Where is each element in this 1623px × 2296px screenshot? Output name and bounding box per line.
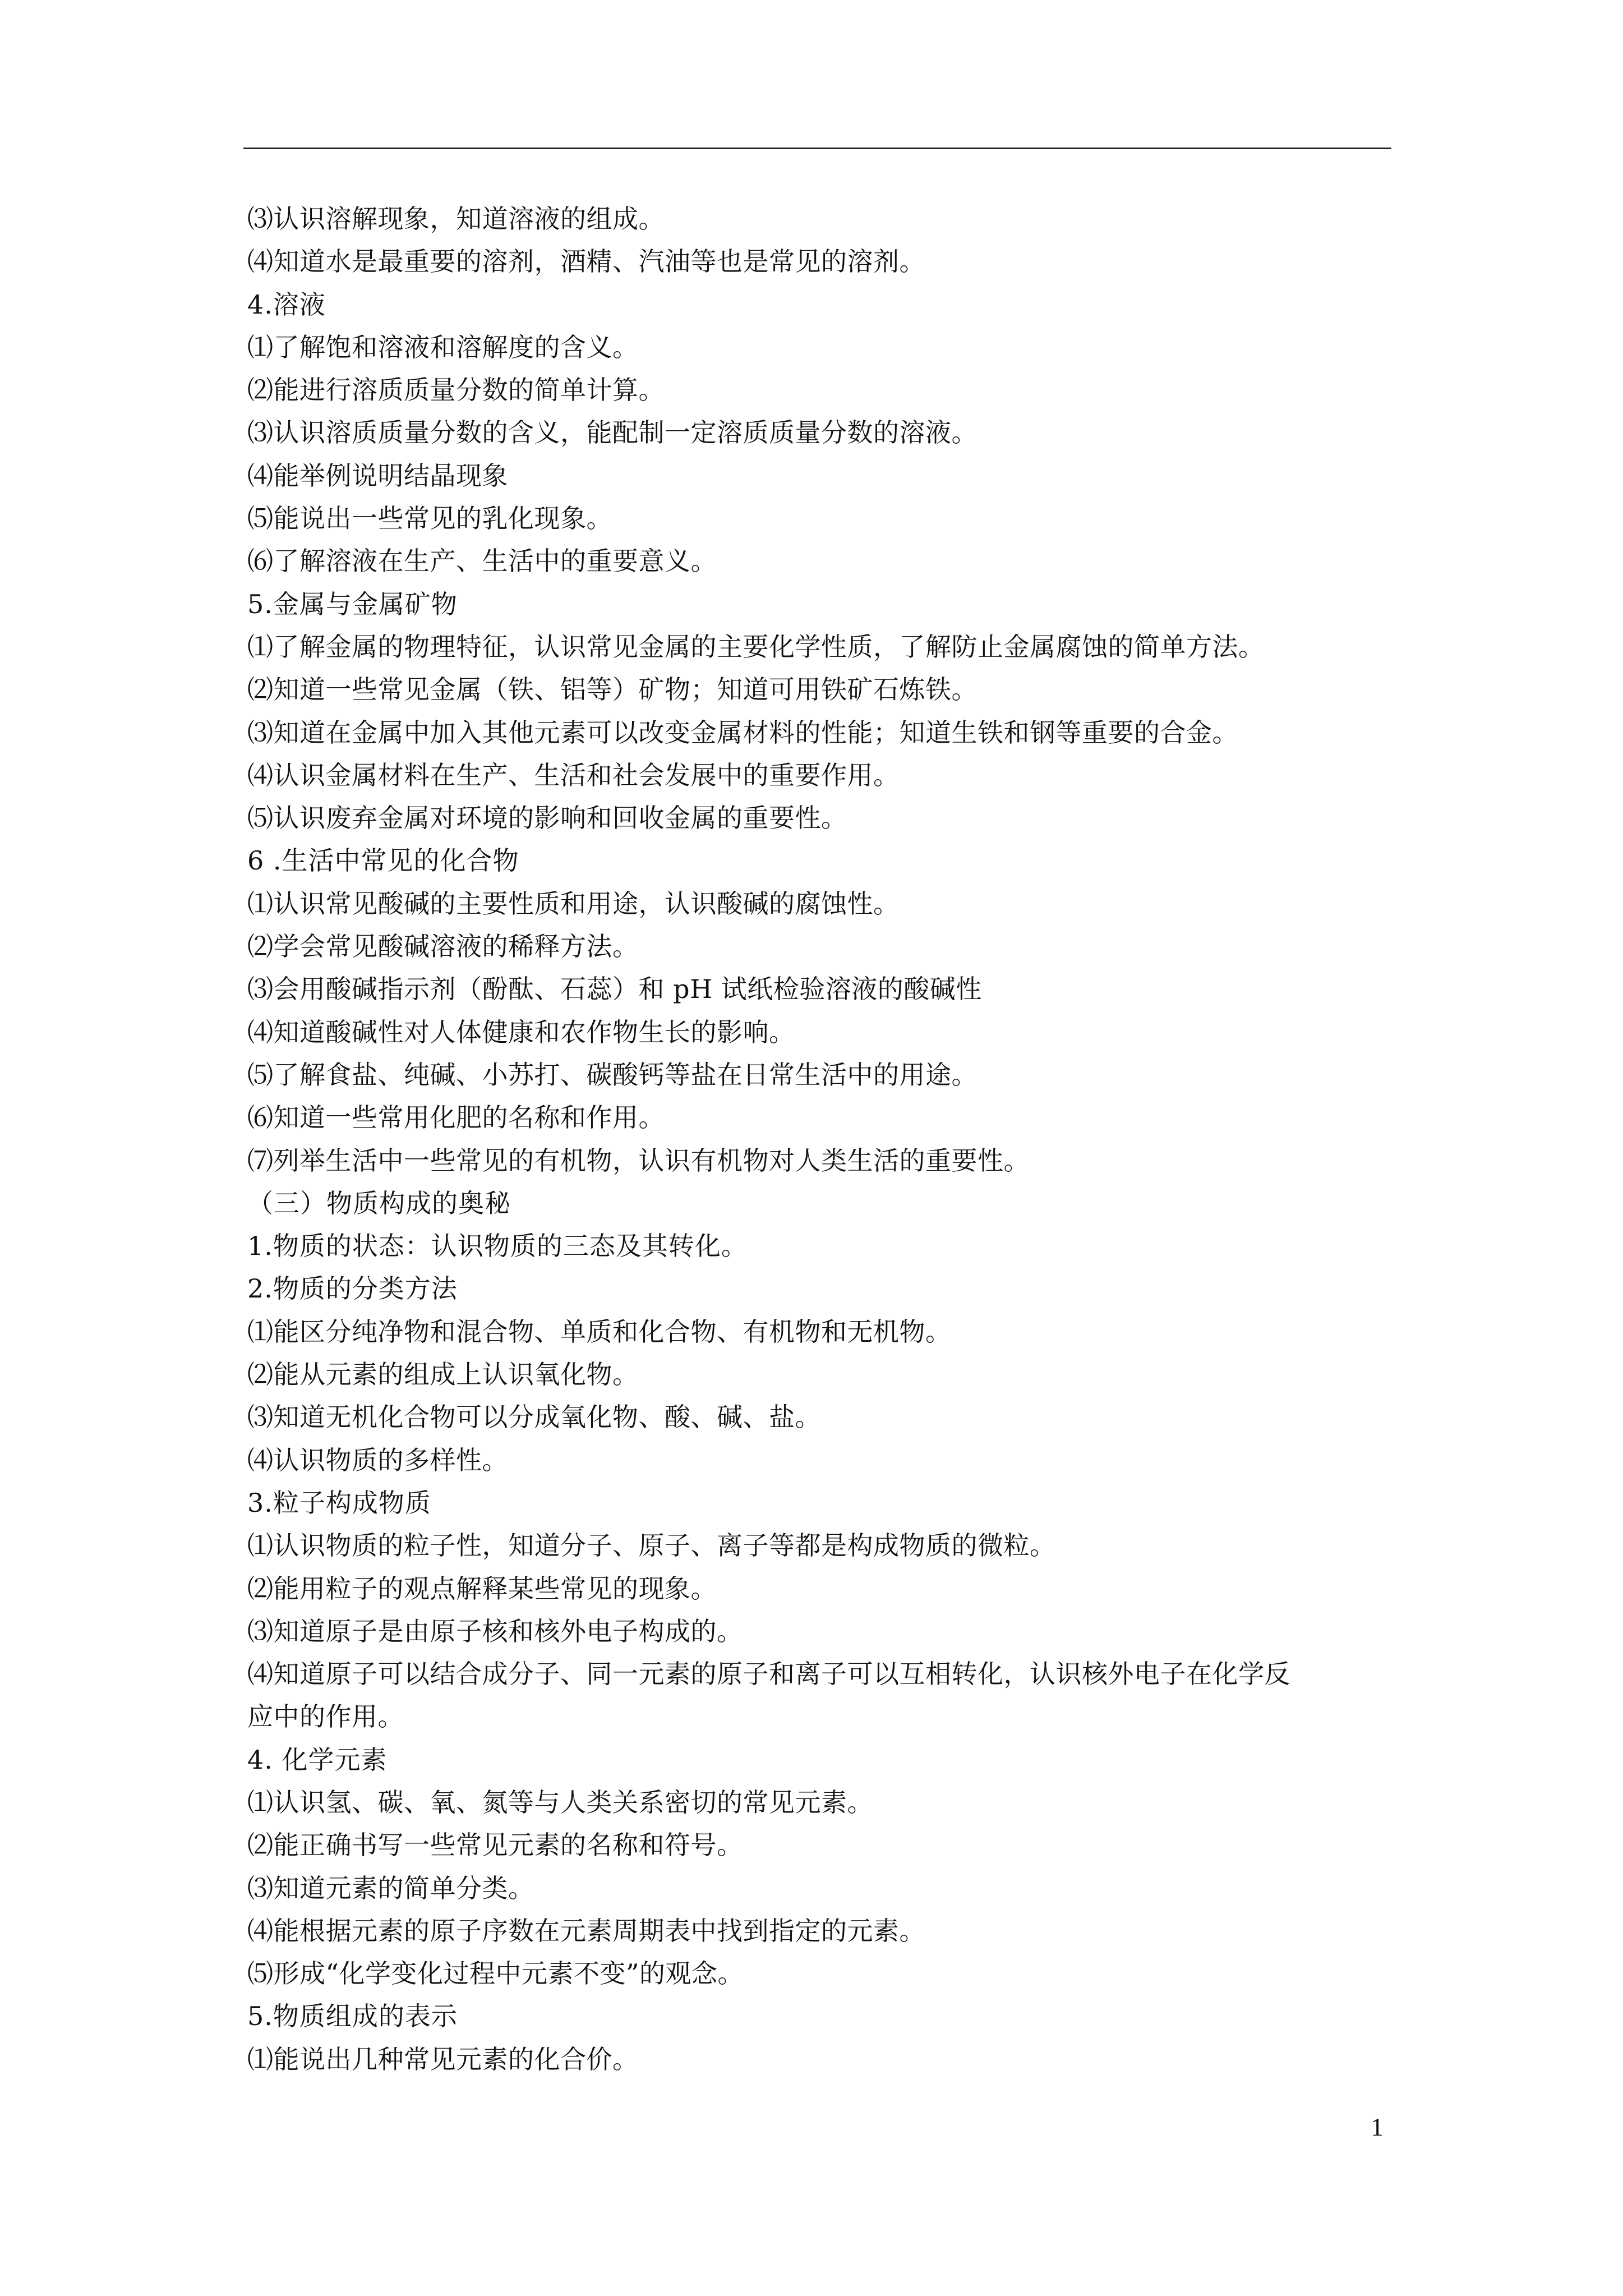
text-line: ⑺列举生活中一些常见的有机物，认识有机物对人类生活的重要性。 xyxy=(247,1145,1030,1176)
text-line: ⑸形成“化学变化过程中元素不变”的观念。 xyxy=(247,1958,744,1989)
text-line: ⑷知道水是最重要的溶剂，酒精、汽油等也是常见的溶剂。 xyxy=(247,246,925,277)
section-heading: 6 .生活中常见的化合物 xyxy=(247,845,519,876)
header-rule xyxy=(243,148,1391,149)
section-heading: 2.物质的分类方法 xyxy=(247,1273,458,1304)
text-line: ⑷知道酸碱性对人体健康和农作物生长的影响。 xyxy=(247,1016,795,1047)
section-heading: 3.粒子构成物质 xyxy=(247,1487,431,1518)
text-line: ⑶会用酸碱指示剂（酚酞、石蕊）和 pH 试纸检验溶液的酸碱性 xyxy=(247,974,982,1005)
text-line: ⑵知道一些常见金属（铁、铝等）矿物；知道可用铁矿石炼铁。 xyxy=(247,674,978,705)
text-line: ⑵能进行溶质质量分数的简单计算。 xyxy=(247,375,665,406)
text-line: ⑴能说出几种常见元素的化合价。 xyxy=(247,2044,639,2074)
text-line: ⑷认识金属材料在生产、生活和社会发展中的重要作用。 xyxy=(247,760,900,790)
text-line: ⑴能区分纯净物和混合物、单质和化合物、有机物和无机物。 xyxy=(247,1316,952,1347)
text-line: ⑵学会常见酸碱溶液的稀释方法。 xyxy=(247,931,639,962)
text-line: ⑴认识常见酸碱的主要性质和用途，认识酸碱的腐蚀性。 xyxy=(247,888,900,919)
section-heading: 5.物质组成的表示 xyxy=(247,2001,458,2032)
text-line: ⑵能正确书写一些常见元素的名称和符号。 xyxy=(247,1830,743,1861)
text-line: ⑷认识物质的多样性。 xyxy=(247,1444,508,1475)
text-line: ⑸能说出一些常见的乳化现象。 xyxy=(247,503,612,534)
text-line: ⑶认识溶质质量分数的含义，能配制一定溶质质量分数的溶液。 xyxy=(247,417,978,448)
text-line: ⑹知道一些常用化肥的名称和作用。 xyxy=(247,1102,665,1133)
text-line: ⑶知道无机化合物可以分成氧化物、酸、碱、盐。 xyxy=(247,1402,821,1433)
text-line: ⑶知道原子是由原子核和核外电子构成的。 xyxy=(247,1616,743,1646)
text-line: ⑴认识氢、碳、氧、氮等与人类关系密切的常见元素。 xyxy=(247,1787,873,1818)
text-line: ⑴了解饱和溶液和溶解度的含义。 xyxy=(247,332,639,362)
section-heading: 4.溶液 xyxy=(247,289,326,320)
text-line: ⑶知道元素的简单分类。 xyxy=(247,1872,534,1903)
text-line: ⑵能从元素的组成上认识氧化物。 xyxy=(247,1359,639,1390)
text-line: ⑸认识废弃金属对环境的影响和回收金属的重要性。 xyxy=(247,803,847,834)
text-line: ⑸了解食盐、纯碱、小苏打、碳酸钙等盐在日常生活中的用途。 xyxy=(247,1059,978,1090)
text-line: ⑷能举例说明结晶现象 xyxy=(247,460,508,491)
text-line: ⑴认识物质的粒子性，知道分子、原子、离子等都是构成物质的微粒。 xyxy=(247,1530,1056,1561)
text-line: ⑶知道在金属中加入其他元素可以改变金属材料的性能；知道生铁和钢等重要的合金。 xyxy=(247,717,1238,748)
text-line: ⑹了解溶液在生产、生活中的重要意义。 xyxy=(247,546,717,577)
text-line: ⑶认识溶解现象，知道溶液的组成。 xyxy=(247,204,665,234)
document-body xyxy=(247,197,1394,2081)
chapter-heading: （三）物质构成的奥秘 xyxy=(247,1188,511,1218)
text-line: ⑷知道原子可以结合成分子、同一元素的原子和离子可以互相转化，认识核外电子在化学反 xyxy=(247,1659,1290,1690)
text-line-continued: 应中的作用。 xyxy=(247,1701,404,1732)
section-heading: 4. 化学元素 xyxy=(247,1744,388,1775)
text-line: ⑴了解金属的物理特征，认识常见金属的主要化学性质，了解防止金属腐蚀的简单方法。 xyxy=(247,631,1265,662)
section-heading: 5.金属与金属矿物 xyxy=(247,588,458,619)
text-line: ⑵能用粒子的观点解释某些常见的现象。 xyxy=(247,1573,717,1604)
page-number: 1 xyxy=(1371,2113,1384,2141)
text-line: ⑷能根据元素的原子序数在元素周期表中找到指定的元素。 xyxy=(247,1915,925,1946)
section-heading: 1.物质的状态：认识物质的三态及其转化。 xyxy=(247,1231,748,1262)
